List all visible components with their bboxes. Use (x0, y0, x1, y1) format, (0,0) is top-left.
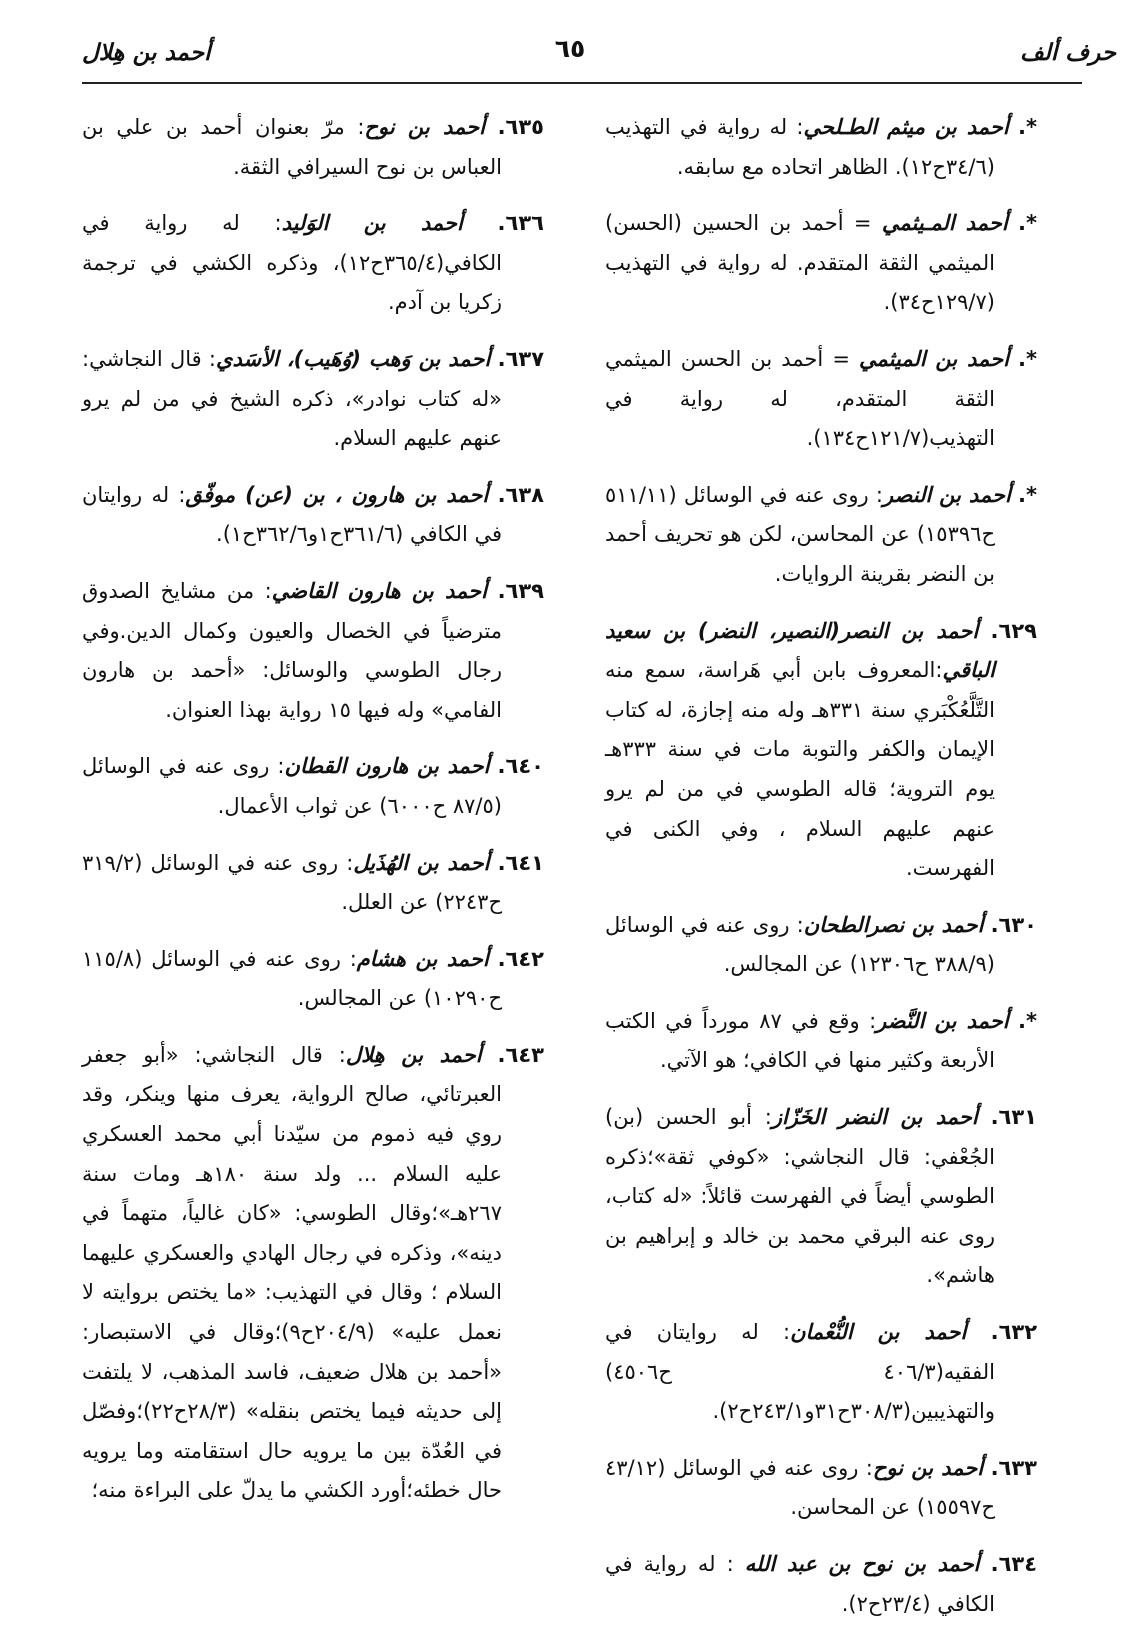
entry-number: ٦٣٢. (990, 1320, 1038, 1345)
entry-name: أحمد بن الوَليد (281, 211, 463, 236)
page-header (0, 0, 1144, 90)
entry-text: = أحمد بن الحسين (الحسن) الميثمي الثقة المتقدم. له رواية في التهذيب (١٢٩/٧ح٣٤). (605, 211, 995, 315)
entry-number: ٦٤١. (497, 850, 544, 875)
entry-text: : روى عنه في الوسائل (٣١٩/٢ ح٢٢٤٣) عن العلل. (82, 850, 502, 915)
entry-text: : له روايتان في الفقيه(٤٠٦/٣ ح٤٥٠٦) والتهذيبين(٣٠٨/٣ح٣١و٢٤٣/١ح٢). (605, 1320, 995, 1424)
entry (605, 340, 1037, 459)
entry (605, 612, 1037, 889)
entry-number: *. (1018, 115, 1038, 139)
entry (605, 1002, 1037, 1081)
entry-number: ٦٣٥. (497, 115, 544, 139)
entry (605, 1098, 1037, 1296)
entry (605, 1313, 1037, 1432)
entry-text: : روى عنه في الوسائل (٨٧/٥ ح٦٠٠٠) عن ثواب الأعمال. (82, 754, 502, 818)
entry-number: ٦٣٣. (990, 1455, 1037, 1480)
entry-number: ٦٣٤. (990, 1552, 1038, 1576)
entry-text: : له روايتان في الكافي (٣٦١/٦ح١و٣٦٢/٦ح١). (82, 482, 502, 547)
entry-text: : وقع في ٨٧ مورداً في الكتب الأربعة وكثير منها في الكافي؛ هو الآتي. (605, 1008, 995, 1073)
entry-text: : روى عنه في الوسائل (٥١١/١١ ح١٥٣٩٦) عن المحاسن، لكن هو تحريف أحمد بن النضر بقرينة الروايات. (605, 482, 995, 586)
entry-text: :المعروف بابن أبي هَراسة، سمع منه التَّلَّعُكْبَري سنة ٣٣١هـ وله منه إجازة، له كتاب الإيمان والكفر والتوبة مات في سنة ٣٣٣هـ يوم التروية؛ قاله الطوسي في من لم يرو عنهم عليهم السلام ، وفي الكنى في الفهرست. (605, 658, 995, 881)
entry-name: أحمد بن ميثم الطـلحي (803, 115, 1009, 139)
right-column (605, 108, 1037, 1641)
entry-text: : قال النجاشي: «أبو جعفر العبرتائي، صالح الرواية، يعرف منها وينكر، وقد روي فيه ذموم من سيّدنا أبي محمد العسكري عليه السلام ... ولد سنة ١٨٠هـ ومات سنة ٢٦٧هـ»؛وقال الطوسي: «كان غالياً، متهماً في دينه»، وذكره في رجال الهادي والعسكري عليهما السلام ؛ وقال في التهذيب: «ما يختص بروايته لا نعمل عليه» (٢٠٤/٩ح٩)؛وقال في الاستبصار: «أحمد بن هلال ضعيف، فاسد المذهب، لا يلتفت إلى حديثه فيما يختص بنقله» (٢٨/٣ح٢٢)؛وفصّل في العُدّة بين ما يرويه حال استقامته وما يرويه حال خطئه؛أورد الكشي ما يدلّ على البراءة منه؛ (82, 1042, 503, 1503)
entry-name: أحمد بن الميثمي (859, 346, 1009, 371)
entry-text: : له رواية في الكافي (٢٣/٤ح٢). (605, 1552, 995, 1616)
running-head-entry: أحمد بن هِلال (82, 40, 211, 66)
left-column (82, 108, 544, 1528)
entry-name: أحمد بن النَّضر (876, 1008, 1009, 1033)
entry-name: أحمد بن نوح (872, 1455, 984, 1480)
entry-text: : له رواية في الكافي(٣٦٥/٤ح١٢)، وذكره الكشي في ترجمة زكريا بن آدم. (82, 211, 502, 315)
entry-text: : روى عنه في الوسائل (٤٣/١٢ ح١٥٥٩٧) عن المحاسن. (605, 1455, 995, 1520)
entry-number: ٦٣٠. (990, 912, 1037, 937)
entry-text: : مرّ بعنوان أحمد بن علي بن العباس بن نوح السيرافي الثقة. (82, 115, 502, 179)
entry-name: أحمد بن نوح (364, 115, 485, 139)
entry-name: أحمد بن هشام (356, 946, 489, 971)
entry (82, 340, 544, 459)
entry-name: أحمد بن الهُذَيل (353, 850, 490, 875)
entry-number: ٦٤٣. (497, 1042, 544, 1067)
entry-text: : روى عنه في الوسائل (١١٥/٨ ح١٠٢٩٠) عن المجالس. (82, 946, 502, 1011)
entry-text: : من مشايخ الصدوق مترضياً في الخصال والعيون وكمال الدين.وفي رجال الطوسي والوسائل: «أحمد بن هارون الفامي» وله فيها ١٥ رواية بهذا العنوان. (82, 578, 502, 722)
entry (605, 204, 1037, 323)
entry-number: ٦٣٦. (497, 211, 544, 236)
entry-number: ٦٢٩. (990, 618, 1037, 643)
entry (605, 906, 1037, 985)
entry-name: أحمد بن النصر(النصير، النضر) بن سعيد الباقي (605, 618, 995, 683)
entry-number: ٦٣١. (990, 1105, 1037, 1130)
entry (82, 572, 544, 730)
entry-number: ٦٣٩. (497, 578, 544, 603)
entry (605, 108, 1037, 187)
entry (605, 476, 1037, 595)
entry (82, 108, 544, 187)
entry (82, 747, 544, 826)
entry (82, 940, 544, 1019)
entry-name: أحمد بن نوح بن عبد الله (744, 1552, 980, 1576)
entry-text: : أبو الحسن (بن) الجُعْفي: قال النجاشي: «كوفي ثقة»؛ذكره الطوسي أيضاً في الفهرست قائلاً: «له كتاب، روى عنه البرقي محمد بن خالد و إبراهيم بن هاشم». (605, 1105, 995, 1288)
entry-number: *. (1018, 211, 1037, 236)
entry (82, 476, 544, 555)
entry-number: *. (1018, 346, 1038, 371)
entry-number: *. (1018, 1008, 1038, 1033)
entry-name: أحمد بن هارون القاضي (271, 578, 487, 603)
entry-text: : قال النجاشي: «له كتاب نوادر»، ذكره الشيخ في من لم يرو عنهم عليهم السلام. (82, 346, 502, 451)
entry-name: أحمد بن هارون القطان (284, 754, 490, 779)
entry-number: ٦٣٧. (497, 346, 545, 371)
entry-text: = أحمد بن الحسن الميثمي الثقة المتقدم، له رواية في التهذيب(١٢١/٧ح١٣٤). (605, 346, 995, 451)
entry (82, 1036, 544, 1511)
entry (605, 1545, 1037, 1624)
entry-name: أحمد بن النصر (882, 482, 1011, 507)
entry-name: أحمد بن وَهب (وُهَيب)، الأسَدي (216, 346, 491, 371)
entry (605, 1449, 1037, 1528)
header-rule (82, 82, 1082, 84)
entry-name: أحمد المـيثمي (881, 211, 1008, 236)
entry-number: ٦٤٠. (497, 754, 544, 779)
entry-number: ٦٤٢. (497, 946, 544, 971)
entry-name: أحمد بن نصرالطحان (803, 912, 984, 937)
entry-name: أحمد بن هارون ، بن (عن) موفّق (185, 482, 489, 507)
entry-text: : روى عنه في الوسائل (٣٨٨/٩ ح١٢٣٠٦) عن المجالس. (605, 912, 995, 977)
entry-text: : له رواية في التهذيب (٣٤/٦ح١٢). الظاهر اتحاده مع سابقه. (605, 115, 995, 179)
entry-name: أحمد بن النضر الخَزّاز (771, 1105, 978, 1130)
entry (82, 844, 544, 923)
page-number: ٦٥ (554, 34, 586, 63)
entry-name: أحمد بن هِلال (345, 1042, 482, 1067)
entry-number: *. (1018, 482, 1037, 507)
entry-name: أحمد بن النُّعْمان (790, 1320, 967, 1345)
entry-number: ٦٣٨. (497, 482, 544, 507)
entry (82, 204, 544, 323)
running-head-chapter: حرف ألف (1020, 40, 1116, 66)
